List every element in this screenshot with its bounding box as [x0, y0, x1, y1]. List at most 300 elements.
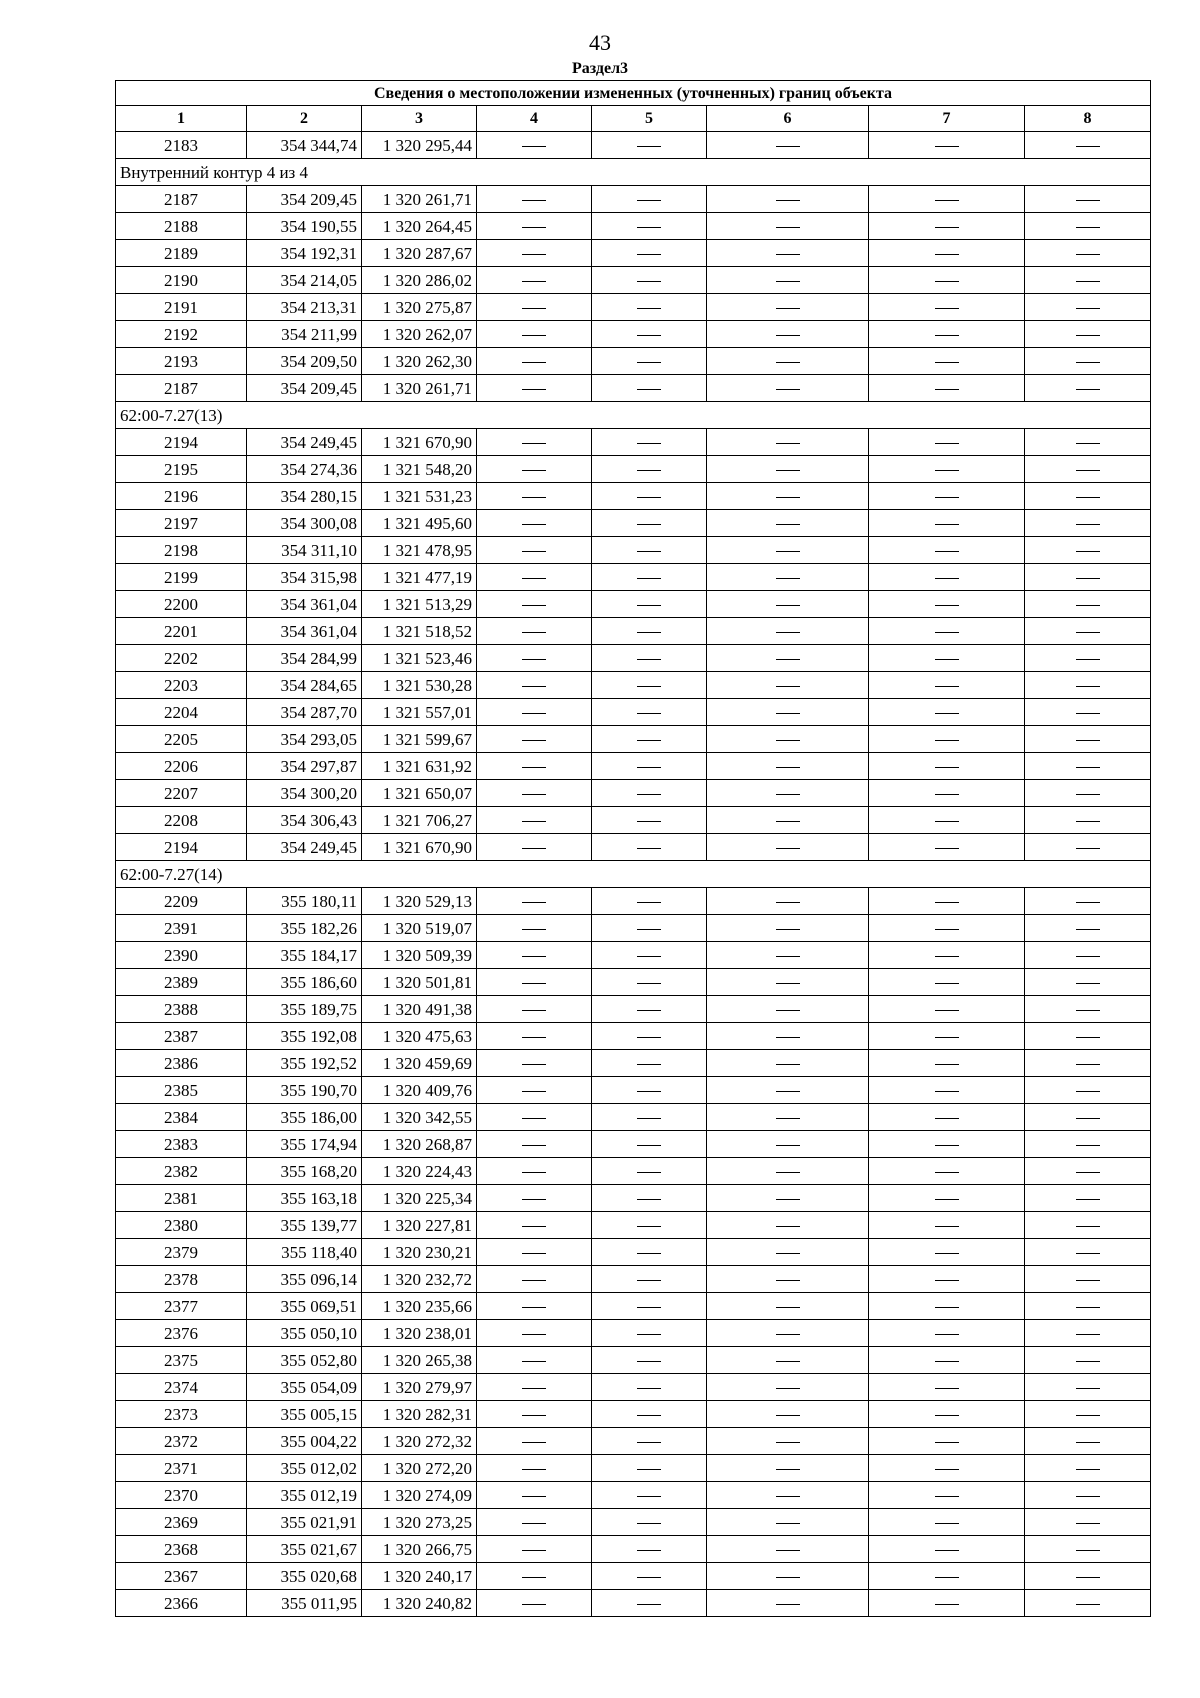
empty-value-cell: [1025, 1428, 1151, 1455]
contour-group-label: 62:00-7.27(14): [116, 861, 1151, 888]
empty-value-cell: [707, 834, 869, 861]
empty-value-cell: [707, 1401, 869, 1428]
point-number-cell: 2195: [116, 456, 247, 483]
empty-value-cell: [592, 888, 707, 915]
x-coordinate-cell: 354 274,36: [247, 456, 362, 483]
empty-value-cell: [707, 753, 869, 780]
table-row: [116, 591, 1151, 618]
empty-value-cell: [869, 1563, 1025, 1590]
dash-mark: [522, 686, 546, 687]
table-row: [116, 1401, 1151, 1428]
dash-mark: [935, 1064, 959, 1065]
y-coordinate-cell: 1 320 287,67: [362, 240, 477, 267]
empty-value-cell: [869, 1509, 1025, 1536]
empty-value-cell: [707, 1482, 869, 1509]
dash-mark: [935, 1010, 959, 1011]
dash-mark: [776, 578, 800, 579]
x-coordinate-cell: 355 011,95: [247, 1590, 362, 1617]
empty-value-cell: [1025, 672, 1151, 699]
table-row: [116, 186, 1151, 213]
empty-value-cell: [592, 294, 707, 321]
table-row: [116, 429, 1151, 456]
dash-mark: [1076, 308, 1100, 309]
dash-mark: [935, 1226, 959, 1227]
dash-mark: [776, 740, 800, 741]
dash-mark: [935, 821, 959, 822]
empty-value-cell: [477, 1293, 592, 1320]
x-coordinate-cell: 355 021,67: [247, 1536, 362, 1563]
empty-value-cell: [477, 132, 592, 159]
table-row: [116, 1266, 1151, 1293]
point-number-cell: 2373: [116, 1401, 247, 1428]
point-number-cell: 2196: [116, 483, 247, 510]
dash-mark: [776, 335, 800, 336]
empty-value-cell: [1025, 780, 1151, 807]
y-coordinate-cell: 1 320 261,71: [362, 186, 477, 213]
empty-value-cell: [869, 375, 1025, 402]
x-coordinate-cell: 355 118,40: [247, 1239, 362, 1266]
dash-mark: [935, 1415, 959, 1416]
empty-value-cell: [869, 132, 1025, 159]
empty-value-cell: [477, 510, 592, 537]
empty-value-cell: [592, 1239, 707, 1266]
dash-mark: [935, 1145, 959, 1146]
dash-mark: [935, 227, 959, 228]
empty-value-cell: [869, 294, 1025, 321]
dash-mark: [1076, 767, 1100, 768]
point-number-cell: 2208: [116, 807, 247, 834]
dash-mark: [637, 767, 661, 768]
y-coordinate-cell: 1 320 230,21: [362, 1239, 477, 1266]
dash-mark: [776, 200, 800, 201]
table-row: [116, 672, 1151, 699]
empty-value-cell: [869, 564, 1025, 591]
y-coordinate-cell: 1 321 706,27: [362, 807, 477, 834]
dash-mark: [1076, 1172, 1100, 1173]
empty-value-cell: [1025, 510, 1151, 537]
dash-mark: [935, 1550, 959, 1551]
contour-group-label: 62:00-7.27(13): [116, 402, 1151, 429]
point-number-cell: 2193: [116, 348, 247, 375]
empty-value-cell: [592, 1131, 707, 1158]
dash-mark: [776, 794, 800, 795]
dash-mark: [637, 983, 661, 984]
dash-mark: [935, 686, 959, 687]
empty-value-cell: [707, 132, 869, 159]
empty-value-cell: [477, 1428, 592, 1455]
dash-mark: [637, 1091, 661, 1092]
empty-value-cell: [477, 591, 592, 618]
empty-value-cell: [869, 1482, 1025, 1509]
empty-value-cell: [707, 807, 869, 834]
dash-mark: [1076, 1307, 1100, 1308]
table-row: [116, 1347, 1151, 1374]
empty-value-cell: [592, 1185, 707, 1212]
dash-mark: [637, 821, 661, 822]
dash-mark: [522, 1550, 546, 1551]
dash-mark: [522, 848, 546, 849]
y-coordinate-cell: 1 320 238,01: [362, 1320, 477, 1347]
empty-value-cell: [1025, 969, 1151, 996]
dash-mark: [522, 1064, 546, 1065]
empty-value-cell: [477, 618, 592, 645]
empty-value-cell: [1025, 1077, 1151, 1104]
dash-mark: [522, 1226, 546, 1227]
y-coordinate-cell: 1 320 261,71: [362, 375, 477, 402]
contour-group-row: [116, 159, 1151, 186]
dash-mark: [935, 1577, 959, 1578]
point-number-cell: 2371: [116, 1455, 247, 1482]
dash-mark: [776, 146, 800, 147]
empty-value-cell: [592, 1455, 707, 1482]
empty-value-cell: [1025, 186, 1151, 213]
dash-mark: [637, 1307, 661, 1308]
point-number-cell: 2201: [116, 618, 247, 645]
dash-mark: [1076, 335, 1100, 336]
table-row: [116, 1590, 1151, 1617]
empty-value-cell: [869, 429, 1025, 456]
y-coordinate-cell: 1 320 491,38: [362, 996, 477, 1023]
dash-mark: [522, 524, 546, 525]
empty-value-cell: [592, 1401, 707, 1428]
x-coordinate-cell: 354 293,05: [247, 726, 362, 753]
empty-value-cell: [477, 1482, 592, 1509]
point-number-cell: 2382: [116, 1158, 247, 1185]
dash-mark: [522, 200, 546, 201]
dash-mark: [522, 659, 546, 660]
coordinates-table: [115, 80, 1151, 1617]
empty-value-cell: [707, 1023, 869, 1050]
dash-mark: [1076, 1469, 1100, 1470]
empty-value-cell: [869, 726, 1025, 753]
empty-value-cell: [869, 672, 1025, 699]
empty-value-cell: [707, 1590, 869, 1617]
point-number-cell: 2197: [116, 510, 247, 537]
empty-value-cell: [592, 564, 707, 591]
point-number-cell: 2183: [116, 132, 247, 159]
empty-value-cell: [477, 1212, 592, 1239]
table-row: [116, 1023, 1151, 1050]
empty-value-cell: [707, 186, 869, 213]
empty-value-cell: [1025, 1158, 1151, 1185]
empty-value-cell: [1025, 564, 1151, 591]
table-row: [116, 294, 1151, 321]
x-coordinate-cell: 354 361,04: [247, 618, 362, 645]
dash-mark: [1076, 1523, 1100, 1524]
dash-mark: [776, 686, 800, 687]
empty-value-cell: [1025, 537, 1151, 564]
empty-value-cell: [869, 348, 1025, 375]
dash-mark: [776, 1199, 800, 1200]
empty-value-cell: [477, 1158, 592, 1185]
empty-value-cell: [592, 483, 707, 510]
empty-value-cell: [592, 1482, 707, 1509]
dash-mark: [1076, 1226, 1100, 1227]
x-coordinate-cell: 355 174,94: [247, 1131, 362, 1158]
y-coordinate-cell: 1 320 266,75: [362, 1536, 477, 1563]
x-coordinate-cell: 355 192,08: [247, 1023, 362, 1050]
dash-mark: [637, 1550, 661, 1551]
dash-mark: [776, 1280, 800, 1281]
dash-mark: [637, 740, 661, 741]
empty-value-cell: [477, 186, 592, 213]
y-coordinate-cell: 1 321 478,95: [362, 537, 477, 564]
y-coordinate-cell: 1 321 631,92: [362, 753, 477, 780]
dash-mark: [935, 308, 959, 309]
y-coordinate-cell: 1 320 273,25: [362, 1509, 477, 1536]
empty-value-cell: [1025, 942, 1151, 969]
dash-mark: [776, 659, 800, 660]
empty-value-cell: [707, 1104, 869, 1131]
table-row: [116, 1239, 1151, 1266]
y-coordinate-cell: 1 320 232,72: [362, 1266, 477, 1293]
table-row: [116, 969, 1151, 996]
x-coordinate-cell: 354 315,98: [247, 564, 362, 591]
dash-mark: [637, 1010, 661, 1011]
empty-value-cell: [1025, 294, 1151, 321]
empty-value-cell: [592, 1428, 707, 1455]
empty-value-cell: [477, 1455, 592, 1482]
empty-value-cell: [869, 1293, 1025, 1320]
empty-value-cell: [477, 1320, 592, 1347]
dash-mark: [637, 686, 661, 687]
empty-value-cell: [1025, 375, 1151, 402]
dash-mark: [1076, 227, 1100, 228]
dash-mark: [935, 1442, 959, 1443]
point-number-cell: 2209: [116, 888, 247, 915]
x-coordinate-cell: 354 300,08: [247, 510, 362, 537]
dash-mark: [637, 362, 661, 363]
empty-value-cell: [707, 1266, 869, 1293]
dash-mark: [1076, 443, 1100, 444]
point-number-cell: 2189: [116, 240, 247, 267]
dash-mark: [776, 605, 800, 606]
dash-mark: [522, 1091, 546, 1092]
dash-mark: [935, 1523, 959, 1524]
dash-mark: [1076, 902, 1100, 903]
dash-mark: [637, 308, 661, 309]
empty-value-cell: [1025, 1131, 1151, 1158]
dash-mark: [637, 902, 661, 903]
point-number-cell: 2380: [116, 1212, 247, 1239]
empty-value-cell: [707, 645, 869, 672]
y-coordinate-cell: 1 321 670,90: [362, 834, 477, 861]
x-coordinate-cell: 355 190,70: [247, 1077, 362, 1104]
dash-mark: [935, 1496, 959, 1497]
dash-mark: [1076, 1010, 1100, 1011]
dash-mark: [935, 1388, 959, 1389]
empty-value-cell: [1025, 1374, 1151, 1401]
empty-value-cell: [869, 483, 1025, 510]
table-row: [116, 267, 1151, 294]
empty-value-cell: [1025, 1212, 1151, 1239]
point-number-cell: 2381: [116, 1185, 247, 1212]
dash-mark: [522, 1037, 546, 1038]
table-title-row: [116, 81, 1151, 106]
x-coordinate-cell: 354 209,45: [247, 375, 362, 402]
empty-value-cell: [707, 996, 869, 1023]
dash-mark: [776, 929, 800, 930]
empty-value-cell: [869, 942, 1025, 969]
y-coordinate-cell: 1 321 530,28: [362, 672, 477, 699]
point-number-cell: 2192: [116, 321, 247, 348]
x-coordinate-cell: 354 214,05: [247, 267, 362, 294]
dash-mark: [637, 281, 661, 282]
column-header: 7: [869, 106, 1025, 132]
table-row: [116, 1293, 1151, 1320]
x-coordinate-cell: 355 054,09: [247, 1374, 362, 1401]
y-coordinate-cell: 1 320 529,13: [362, 888, 477, 915]
dash-mark: [935, 605, 959, 606]
empty-value-cell: [1025, 753, 1151, 780]
dash-mark: [935, 497, 959, 498]
table-row: [116, 1455, 1151, 1482]
x-coordinate-cell: 354 300,20: [247, 780, 362, 807]
x-coordinate-cell: 355 182,26: [247, 915, 362, 942]
section-title: Раздел3: [571, 60, 629, 77]
dash-mark: [1076, 713, 1100, 714]
empty-value-cell: [592, 1536, 707, 1563]
dash-mark: [522, 1523, 546, 1524]
dash-mark: [637, 1469, 661, 1470]
dash-mark: [1076, 794, 1100, 795]
dash-mark: [522, 227, 546, 228]
empty-value-cell: [477, 942, 592, 969]
table-row: [116, 1077, 1151, 1104]
empty-value-cell: [1025, 1563, 1151, 1590]
x-coordinate-cell: 355 163,18: [247, 1185, 362, 1212]
empty-value-cell: [477, 834, 592, 861]
empty-value-cell: [592, 1266, 707, 1293]
empty-value-cell: [477, 429, 592, 456]
empty-value-cell: [707, 1131, 869, 1158]
empty-value-cell: [707, 240, 869, 267]
dash-mark: [637, 1577, 661, 1578]
empty-value-cell: [707, 510, 869, 537]
y-coordinate-cell: 1 321 518,52: [362, 618, 477, 645]
dash-mark: [637, 443, 661, 444]
empty-value-cell: [592, 213, 707, 240]
y-coordinate-cell: 1 320 501,81: [362, 969, 477, 996]
empty-value-cell: [477, 321, 592, 348]
empty-value-cell: [869, 537, 1025, 564]
empty-value-cell: [1025, 456, 1151, 483]
dash-mark: [1076, 146, 1100, 147]
empty-value-cell: [707, 942, 869, 969]
dash-mark: [522, 146, 546, 147]
empty-value-cell: [592, 1509, 707, 1536]
table-row: [116, 942, 1151, 969]
dash-mark: [637, 713, 661, 714]
dash-mark: [637, 848, 661, 849]
empty-value-cell: [707, 456, 869, 483]
y-coordinate-cell: 1 320 265,38: [362, 1347, 477, 1374]
column-header: 2: [247, 106, 362, 132]
x-coordinate-cell: 355 005,15: [247, 1401, 362, 1428]
empty-value-cell: [592, 186, 707, 213]
dash-mark: [522, 1172, 546, 1173]
dash-mark: [776, 1361, 800, 1362]
empty-value-cell: [592, 348, 707, 375]
y-coordinate-cell: 1 321 477,19: [362, 564, 477, 591]
dash-mark: [522, 1145, 546, 1146]
empty-value-cell: [869, 1590, 1025, 1617]
empty-value-cell: [869, 699, 1025, 726]
empty-value-cell: [1025, 1239, 1151, 1266]
y-coordinate-cell: 1 320 272,32: [362, 1428, 477, 1455]
page-number: 43: [589, 30, 611, 55]
y-coordinate-cell: 1 320 459,69: [362, 1050, 477, 1077]
empty-value-cell: [707, 1158, 869, 1185]
empty-value-cell: [592, 807, 707, 834]
point-number-cell: 2190: [116, 267, 247, 294]
empty-value-cell: [592, 429, 707, 456]
dash-mark: [522, 902, 546, 903]
dash-mark: [1076, 1415, 1100, 1416]
empty-value-cell: [477, 672, 592, 699]
dash-mark: [776, 1604, 800, 1605]
empty-value-cell: [1025, 1590, 1151, 1617]
dash-mark: [1076, 1577, 1100, 1578]
dash-mark: [776, 362, 800, 363]
y-coordinate-cell: 1 321 670,90: [362, 429, 477, 456]
dash-mark: [1076, 497, 1100, 498]
empty-value-cell: [869, 1158, 1025, 1185]
empty-value-cell: [707, 1050, 869, 1077]
empty-value-cell: [592, 834, 707, 861]
dash-mark: [522, 1280, 546, 1281]
empty-value-cell: [869, 888, 1025, 915]
dash-mark: [1076, 821, 1100, 822]
dash-mark: [637, 335, 661, 336]
table-row: [116, 375, 1151, 402]
empty-value-cell: [477, 996, 592, 1023]
y-coordinate-cell: 1 320 282,31: [362, 1401, 477, 1428]
dash-mark: [935, 1118, 959, 1119]
dash-mark: [637, 659, 661, 660]
dash-mark: [935, 740, 959, 741]
dash-mark: [522, 1577, 546, 1578]
dash-mark: [522, 1388, 546, 1389]
dash-mark: [522, 821, 546, 822]
dash-mark: [1076, 578, 1100, 579]
table-row: [116, 1509, 1151, 1536]
empty-value-cell: [477, 645, 592, 672]
table-row: [116, 996, 1151, 1023]
empty-value-cell: [1025, 591, 1151, 618]
empty-value-cell: [869, 753, 1025, 780]
y-coordinate-cell: 1 320 275,87: [362, 294, 477, 321]
table-row: [116, 348, 1151, 375]
dash-mark: [1076, 362, 1100, 363]
empty-value-cell: [477, 807, 592, 834]
dash-mark: [1076, 254, 1100, 255]
column-header: 3: [362, 106, 477, 132]
empty-value-cell: [1025, 834, 1151, 861]
column-header: 5: [592, 106, 707, 132]
empty-value-cell: [707, 294, 869, 321]
dash-mark: [637, 254, 661, 255]
table-row: [116, 1185, 1151, 1212]
point-number-cell: 2198: [116, 537, 247, 564]
dash-mark: [776, 1172, 800, 1173]
table-row: [116, 483, 1151, 510]
dash-mark: [776, 1550, 800, 1551]
point-number-cell: 2386: [116, 1050, 247, 1077]
empty-value-cell: [592, 456, 707, 483]
point-number-cell: 2368: [116, 1536, 247, 1563]
x-coordinate-cell: 354 344,74: [247, 132, 362, 159]
